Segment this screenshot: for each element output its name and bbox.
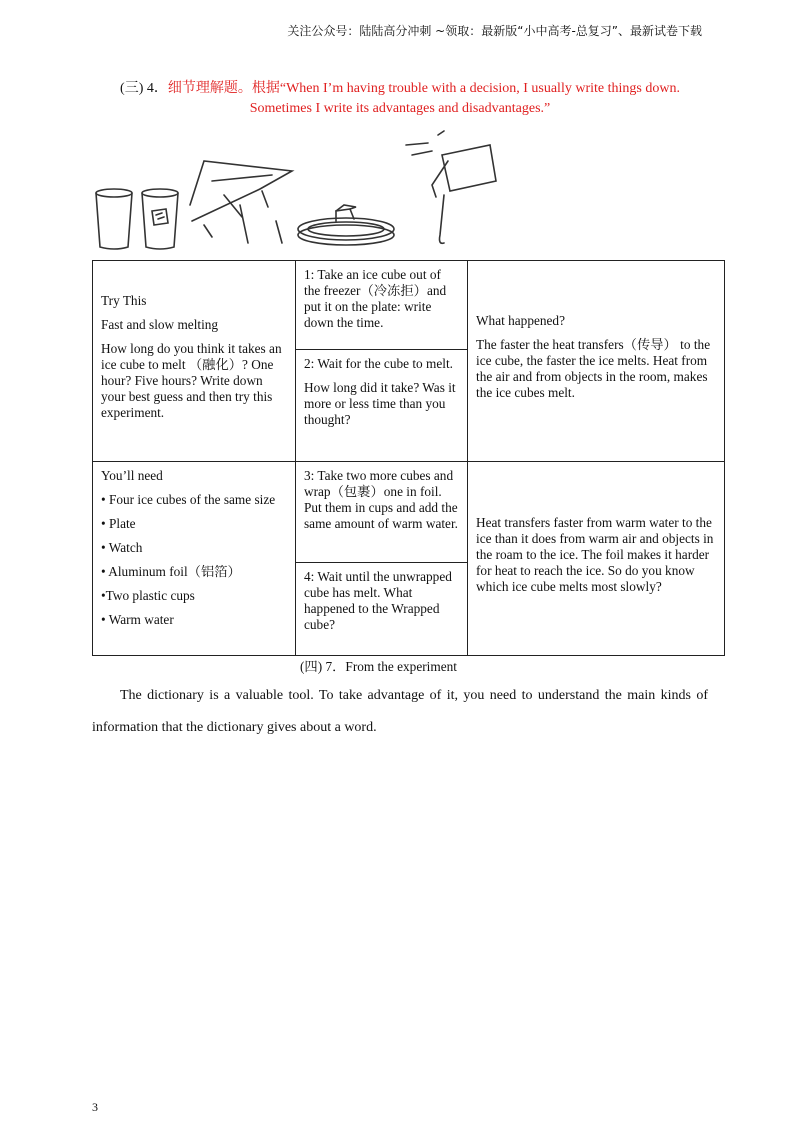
page-header: 关注公众号：陆陆高分冲刺 ~领取：最新版“小中高考-总复习”、最新试卷下载 xyxy=(287,24,702,38)
step-1-text: 1: Take an ice cube out of the freezer（冷冻拒）and put it on the plate: write down the time. xyxy=(304,267,447,330)
answer-line-2 xyxy=(92,101,708,117)
answer-text-2: Sometimes I write its advantages and disadvantages.” xyxy=(249,101,551,116)
step-3 xyxy=(296,462,467,562)
plate-icon xyxy=(298,205,394,245)
needs-list xyxy=(101,492,287,628)
result-top-body: The faster the heat transfers（传导） to the ice cube, the faster the ice melts. Heat from the air and from objects in the room, makes the ice cubes melt. xyxy=(476,337,711,400)
cup-with-ice-icon xyxy=(142,189,178,249)
experiment-illustration xyxy=(92,125,722,255)
needs-item: • Plate xyxy=(101,516,136,531)
step-4-text: 4: Wait until the unwrapped cube has melt. What happened to the Wrapped cube? xyxy=(304,569,452,632)
needs-item: • Four ice cubes of the same size xyxy=(101,492,276,507)
step-2 xyxy=(296,349,467,442)
needs-item: •Two plastic cups xyxy=(101,588,195,603)
answer-text-1: 细节理解题。根据“When I’m having trouble with a decision, I usually write things down. xyxy=(167,81,680,96)
intro-cell xyxy=(93,261,296,462)
try-this-body: How long do you think it takes an ice cube to melt （融化）? One hour? Five hours? Write down your best guess and then try this experiment. xyxy=(101,341,282,420)
page-number: 3 xyxy=(92,1100,98,1114)
result-bottom-cell xyxy=(468,462,725,656)
watch-icon xyxy=(406,131,496,243)
answer-line-1 xyxy=(92,77,708,97)
needs-cell xyxy=(93,462,296,656)
step-3-text: 3: Take two more cubes and wrap（包裹）one in foil. Put them in cups and add the same amount of warm water. xyxy=(304,468,458,531)
step-2-text: 2: Wait for the cube to melt. xyxy=(304,356,453,371)
try-this-title: Try This xyxy=(101,293,147,308)
section-caption: (四) 7．From the experiment xyxy=(300,659,457,674)
body-paragraph: The dictionary is a valuable tool. To take advantage of it, you need to understand the main kinds of information that the dictionary gives about a word. xyxy=(92,688,708,735)
step-4 xyxy=(296,562,467,647)
needs-heading: You’ll need xyxy=(101,468,163,483)
result-bottom-body: Heat transfers faster from warm water to the ice than it does from warm air and objects in the roam to the ice. The foil makes it harder for heat to reach the ice. So do you know which ice cube melts most slowly? xyxy=(476,514,714,594)
needs-item: • Aluminum foil（铝箔） xyxy=(101,564,241,579)
foil-icon xyxy=(190,161,292,243)
steps-top-cell xyxy=(296,261,468,462)
cup-icon xyxy=(96,189,132,249)
experiment-table xyxy=(92,260,725,656)
step-1 xyxy=(296,261,467,349)
answer-number: (三) 4． xyxy=(120,81,168,96)
result-heading: What happened? xyxy=(476,313,565,328)
result-top-cell xyxy=(468,261,725,462)
needs-item: • Warm water xyxy=(101,612,174,627)
needs-item: • Watch xyxy=(101,540,143,555)
step-2-question: How long did it take? Was it more or less time than you thought? xyxy=(304,380,456,427)
steps-bottom-cell xyxy=(296,462,468,656)
try-this-subtitle: Fast and slow melting xyxy=(101,317,219,332)
